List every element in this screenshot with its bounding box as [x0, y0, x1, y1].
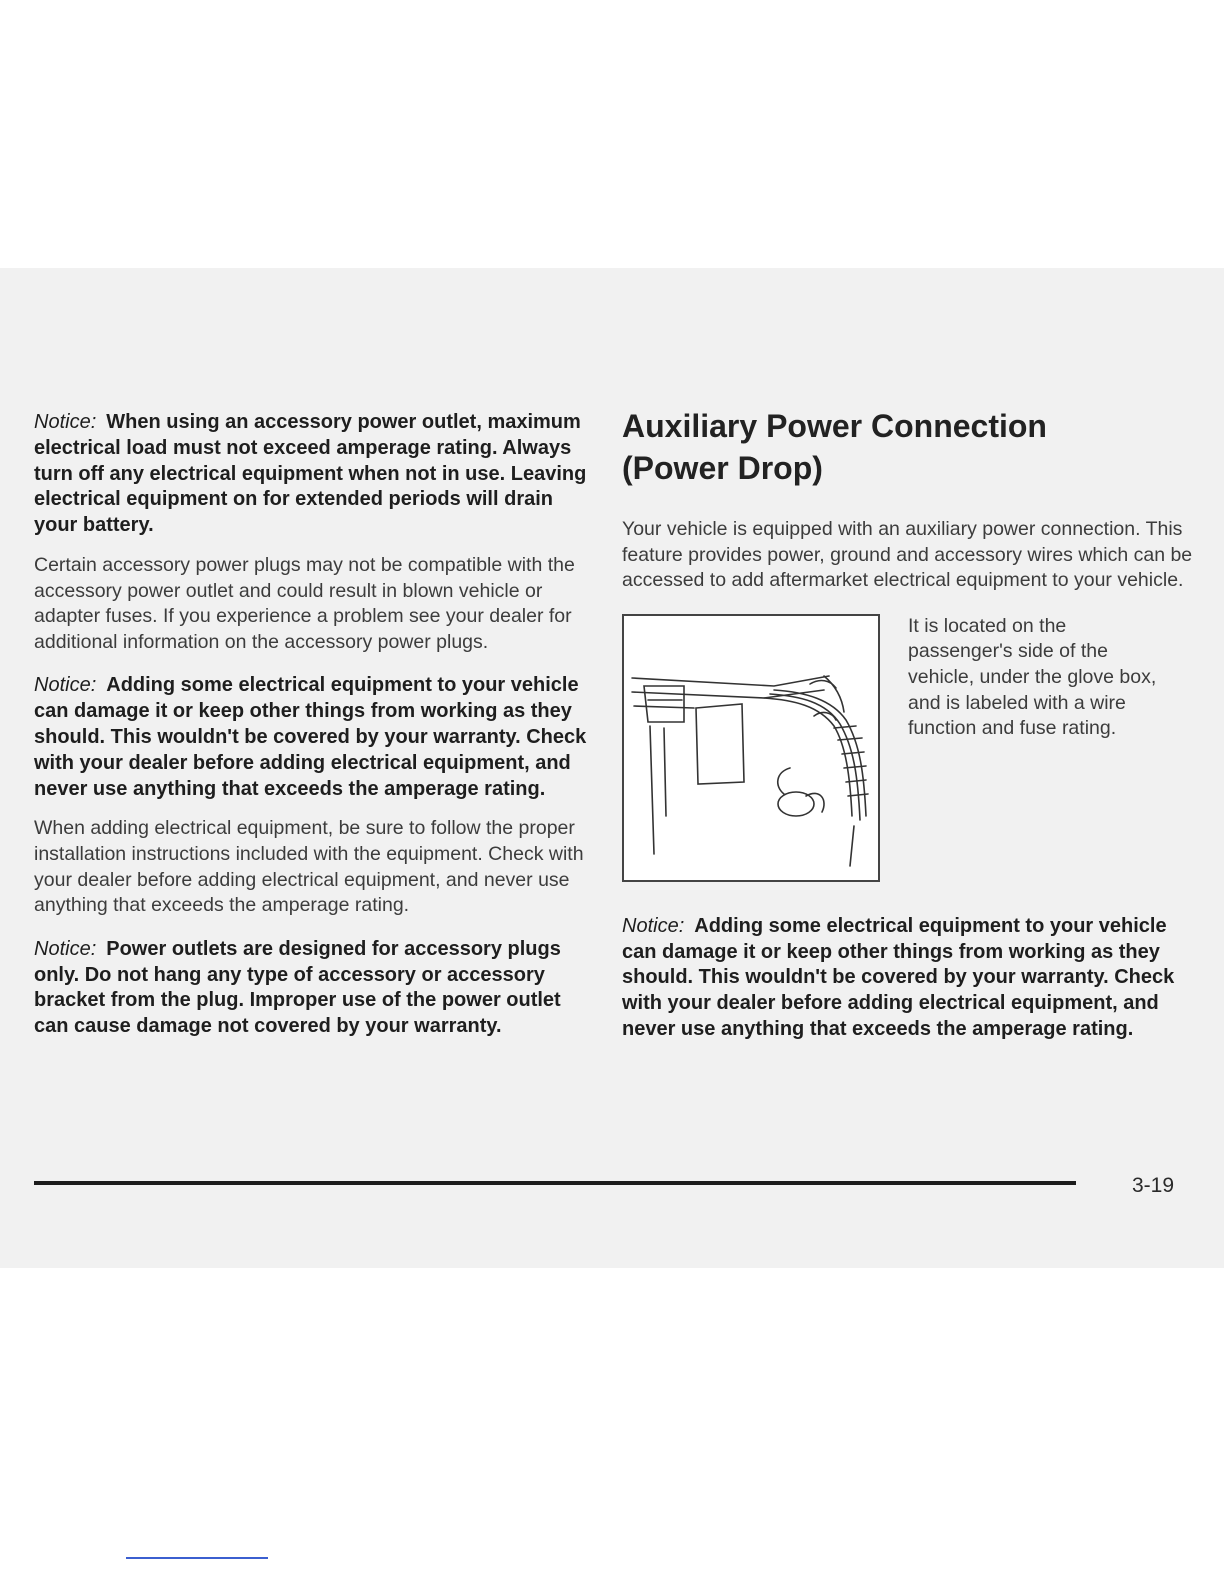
notice-label: Notice: [34, 674, 97, 697]
notice-load-rating [34, 410, 594, 539]
notice-label: Notice: [622, 914, 685, 937]
page-number: 3-19 [1132, 1174, 1175, 1197]
notice-adding-equipment-right [622, 914, 1202, 1043]
section-title: Auxiliary Power Connection (Power Drop) [622, 408, 1047, 486]
paragraph-power-drop-intro: Your vehicle is equipped with an auxiliary power connection. This feature provides power, ground and accessory wires which can be accessed to add aftermarket electrical equipment to your vehicle. [622, 518, 1193, 592]
notice-text: Adding some electrical equipment to your vehicle can damage it or keep other things from working as they should. This wouldn't be covered by your warranty. Check with your dealer before adding electrical equipment, and never use anything that exceeds the amperage rating. [622, 914, 1175, 1040]
notice-text: Adding some electrical equipment to your vehicle can damage it or keep other things from working as they should. This wouldn't be covered by your warranty. Check with your dealer before adding electrical equipment, and never use anything that exceeds the amperage rating. [34, 674, 587, 800]
left-column [34, 410, 594, 1040]
wiring-harness-drawing [624, 616, 878, 880]
figure-caption: It is located on the passenger's side of the vehicle, under the glove box, and is labeled with a wire function and fuse rating. [908, 614, 1157, 740]
link-underline [126, 1557, 268, 1559]
notice-label: Notice: [34, 937, 97, 960]
notice-adding-equipment [34, 673, 594, 802]
footer-rule [34, 1181, 1076, 1185]
figure-row [622, 614, 1202, 914]
paragraph-plug-compatibility: Certain accessory power plugs may not be compatible with the accessory power outlet and could result in blown vehicle or adapter fuses. If you experience a problem see your dealer for additional information on the accessory power plugs. [34, 553, 575, 653]
notice-label: Notice: [34, 411, 97, 433]
notice-outlet-use [34, 937, 594, 1040]
power-drop-illustration [622, 614, 880, 882]
notice-text: When using an accessory power outlet, maximum electrical load must not exceed amperage rating. Always turn off any electrical equipment when not in use. Leaving electrical equipment on for extended periods will drain your battery. [34, 411, 587, 537]
right-column [622, 405, 1202, 1043]
notice-text: Power outlets are designed for accessory plugs only. Do not hang any type of accessory or accessory bracket from the plug. Improper use of the power outlet can cause damage not covered by your warranty. [34, 937, 561, 1038]
paragraph-installation: When adding electrical equipment, be sure to follow the proper installation instructions included with the equipment. Check with your dealer before adding electrical equipment, and never use anything that exceeds the amperage rating. [34, 817, 584, 917]
